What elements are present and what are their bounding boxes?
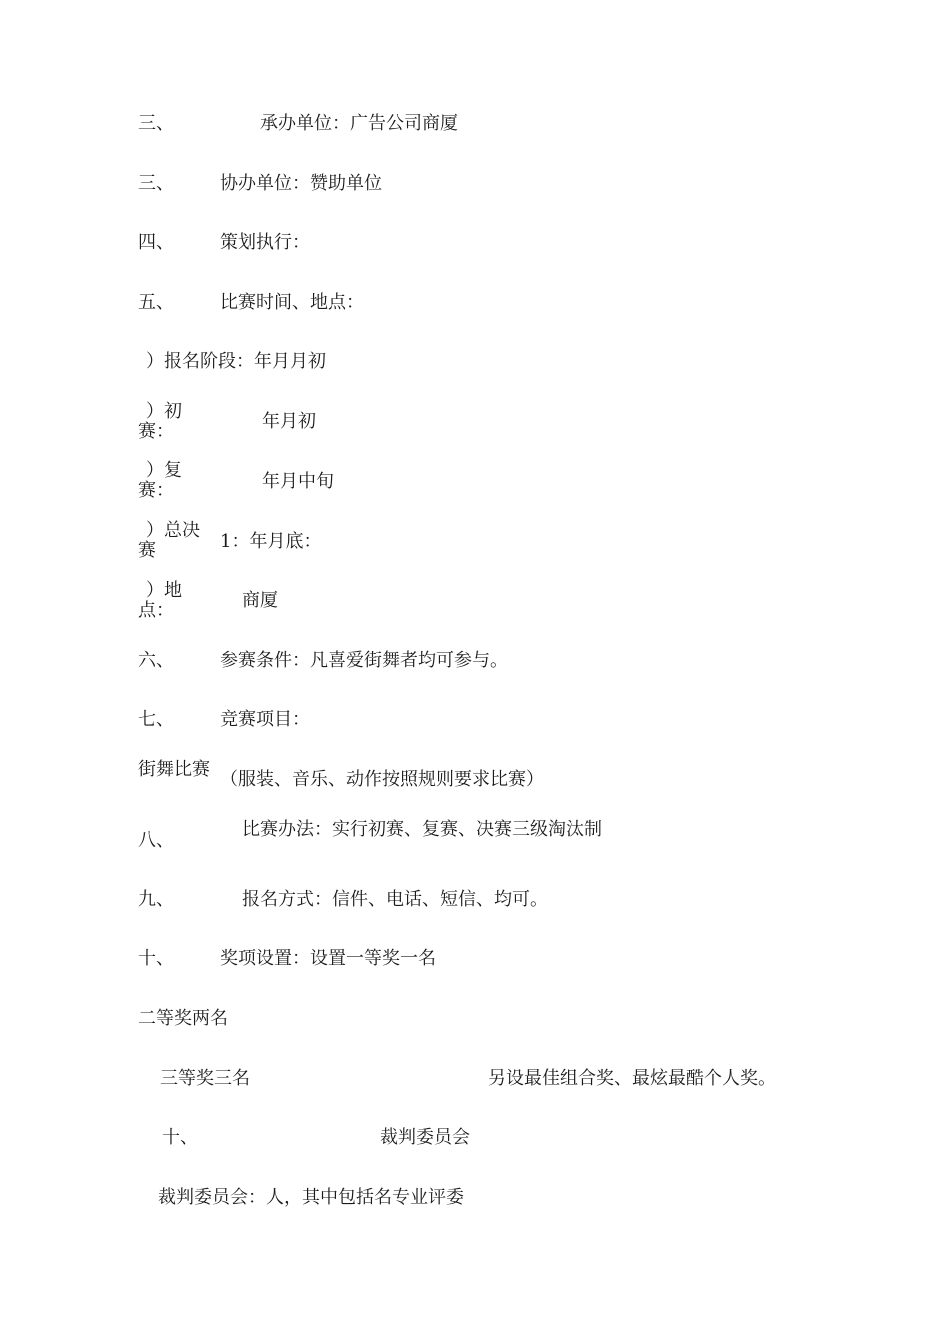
final-label: ）总决赛 — [138, 520, 200, 561]
section-number: 三、 — [138, 113, 174, 134]
streetdance-label: 街舞比赛 — [138, 759, 210, 780]
registration-method: 报名方式：信件、电话、短信、均可。 — [242, 889, 548, 910]
section-number: 八、 — [138, 830, 174, 851]
co-organizer-line: 协办单位：赞助单位 — [220, 173, 382, 194]
events-heading: 竞赛项目： — [220, 709, 310, 730]
final-value: 1：年月底： — [220, 531, 322, 552]
preliminary-value: 年月初 — [262, 411, 316, 432]
jury-heading: 裁判委员会 — [380, 1127, 470, 1148]
organizer-line: 承办单位：广告公司商厦 — [260, 113, 458, 134]
streetdance-rules: （服装、音乐、动作按照规则要求比赛） — [220, 769, 544, 790]
registration-stage: ）报名阶段：年月月初 — [146, 351, 326, 372]
semifinal-label: ）复赛： — [138, 460, 182, 501]
section-number: 五、 — [138, 292, 174, 313]
special-awards-line: 另设最佳组合奖、最炫最酷个人奖。 — [488, 1068, 776, 1089]
section-number: 四、 — [138, 232, 174, 253]
section-number: 七、 — [138, 709, 174, 730]
section-number: 六、 — [138, 650, 174, 671]
venue-label: ）地点： — [138, 580, 182, 621]
competition-method: 比赛办法：实行初赛、复赛、决赛三级淘汰制 — [242, 819, 602, 840]
planning-line: 策划执行： — [220, 232, 310, 253]
section-number: 三、 — [138, 173, 174, 194]
semifinal-value: 年月中旬 — [262, 471, 334, 492]
section-number: 九、 — [138, 889, 174, 910]
venue-value: 商厦 — [242, 590, 278, 611]
preliminary-label: ）初赛： — [138, 401, 182, 442]
awards-line: 奖项设置：设置一等奖一名 — [220, 948, 436, 969]
section-number: 十、 — [138, 948, 174, 969]
time-place-heading: 比赛时间、地点： — [220, 292, 364, 313]
jury-line: 裁判委员会：人，其中包括名专业评委 — [158, 1187, 464, 1208]
second-prize-line: 二等奖两名 — [138, 1008, 228, 1029]
third-prize-line: 三等奖三名 — [160, 1068, 250, 1089]
eligibility-line: 参赛条件：凡喜爱街舞者均可参与。 — [220, 650, 508, 671]
section-number: 十、 — [162, 1127, 198, 1148]
